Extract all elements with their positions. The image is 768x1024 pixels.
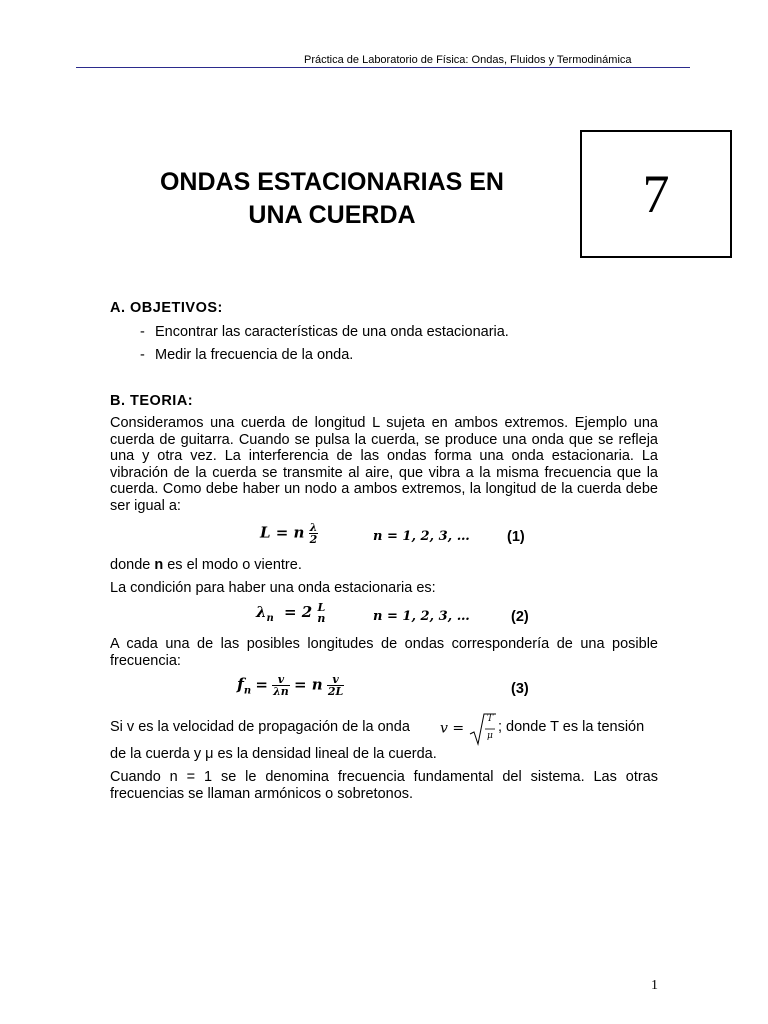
eq2-lambda: λ [256,602,267,621]
page-header: Práctica de Laboratorio de Física: Ondas, Fluidos y Termodinámica [304,54,632,66]
mode-text-suffix: es el modo o vientre. [163,557,302,573]
eq2-denominator: n [317,612,326,625]
theory-paragraph-2: A cada una de las posibles longitudes de ondas correspondería de una posible frecuencia: [110,636,658,669]
velocity-text-c: de la cuerda y μ es la densidad lineal de la cuerda. [110,746,437,762]
equation-1 [260,522,318,545]
page-number: 1 [651,978,658,993]
eq2-fraction [316,602,326,624]
chapter-number-box [580,130,732,258]
chapter-number: 7 [642,164,670,224]
velocity-text-b: ; donde T es la tensión [498,719,645,735]
equation-3 [237,674,344,697]
eq1-fraction [309,522,319,545]
eq2-numerator: L [317,601,326,614]
section-a-title [110,300,658,317]
section-b-heading: B. TEORIA: [110,393,194,409]
velocity-text-a: Si v es la velocidad de propagación de la onda [110,719,410,735]
eq2-equals: = 2 [283,602,313,621]
sqrt-symbol [468,712,496,746]
velocity-density: μ [486,731,493,741]
equation-2 [256,602,326,624]
eq3-f: f [237,674,244,694]
mode-text-prefix: donde [110,557,155,573]
eq1-numerator: λ [309,521,318,534]
velocity-formula [440,712,496,746]
document-title [118,166,546,232]
condition-text: La condición para haber una onda estacionaria es: [110,580,436,596]
velocity-lhs: v = [440,720,465,737]
mode-text-bold: n [154,557,164,573]
theory-paragraph-3: Cuando n = 1 se le denomina frecuencia fundamental del sistema. Las otras frecuencias se llaman armónicos o sobretonos. [110,769,658,802]
objective-item: Medir la frecuencia de la onda. [155,347,354,363]
eq2-condition: n = 1, 2, 3, … [373,609,470,624]
eq1-number: (1) [507,529,525,545]
title-line-2: UNA CUERDA [248,201,416,229]
objective-bullet: - [140,347,145,363]
eq3-fraction-1 [272,674,290,697]
objective-bullet: - [140,324,145,340]
title-line-1: ONDAS ESTACIONARIAS EN [159,168,504,196]
eq1-condition: n = 1, 2, 3, … [373,529,470,544]
eq2-number: (2) [511,609,529,625]
eq3-numerator-2: v [327,674,344,686]
eq1-lhs: L = n [260,523,305,542]
header-divider [76,67,690,68]
eq3-subscript: n [243,685,252,697]
section-a-heading: A. OBJETIVOS: [110,300,223,316]
eq3-number: (3) [511,681,529,697]
eq3-numerator-1: v [272,674,290,686]
eq3-middle: = n [293,675,323,694]
eq2-subscript: n [266,612,274,624]
eq3-denominator-1: λn [273,685,289,698]
eq3-equals: = [255,675,268,694]
section-b-title [110,393,658,410]
velocity-tension: T [486,714,493,724]
eq1-denominator: 2 [309,533,318,546]
eq3-denominator-2: 2L [327,685,344,698]
mode-text [110,557,658,574]
theory-paragraph-1: Consideramos una cuerda de longitud L sujeta en ambos extremos. Ejemplo una cuerda de guitarra. Cuando se pulsa la cuerda, se produce una onda que se refleja una y otra vez. La interferencia de las ondas forma una onda estacionaria. La vibración de la cuerda se transmite al aire, que vibra a la misma frecuencia que la cuerda. Como debe haber un nodo a ambos extremos, la longitud de la cuerda debe ser igual a: [110,415,658,514]
objective-item: Encontrar las características de una onda estacionaria. [155,324,509,340]
eq3-fraction-2 [327,674,344,697]
